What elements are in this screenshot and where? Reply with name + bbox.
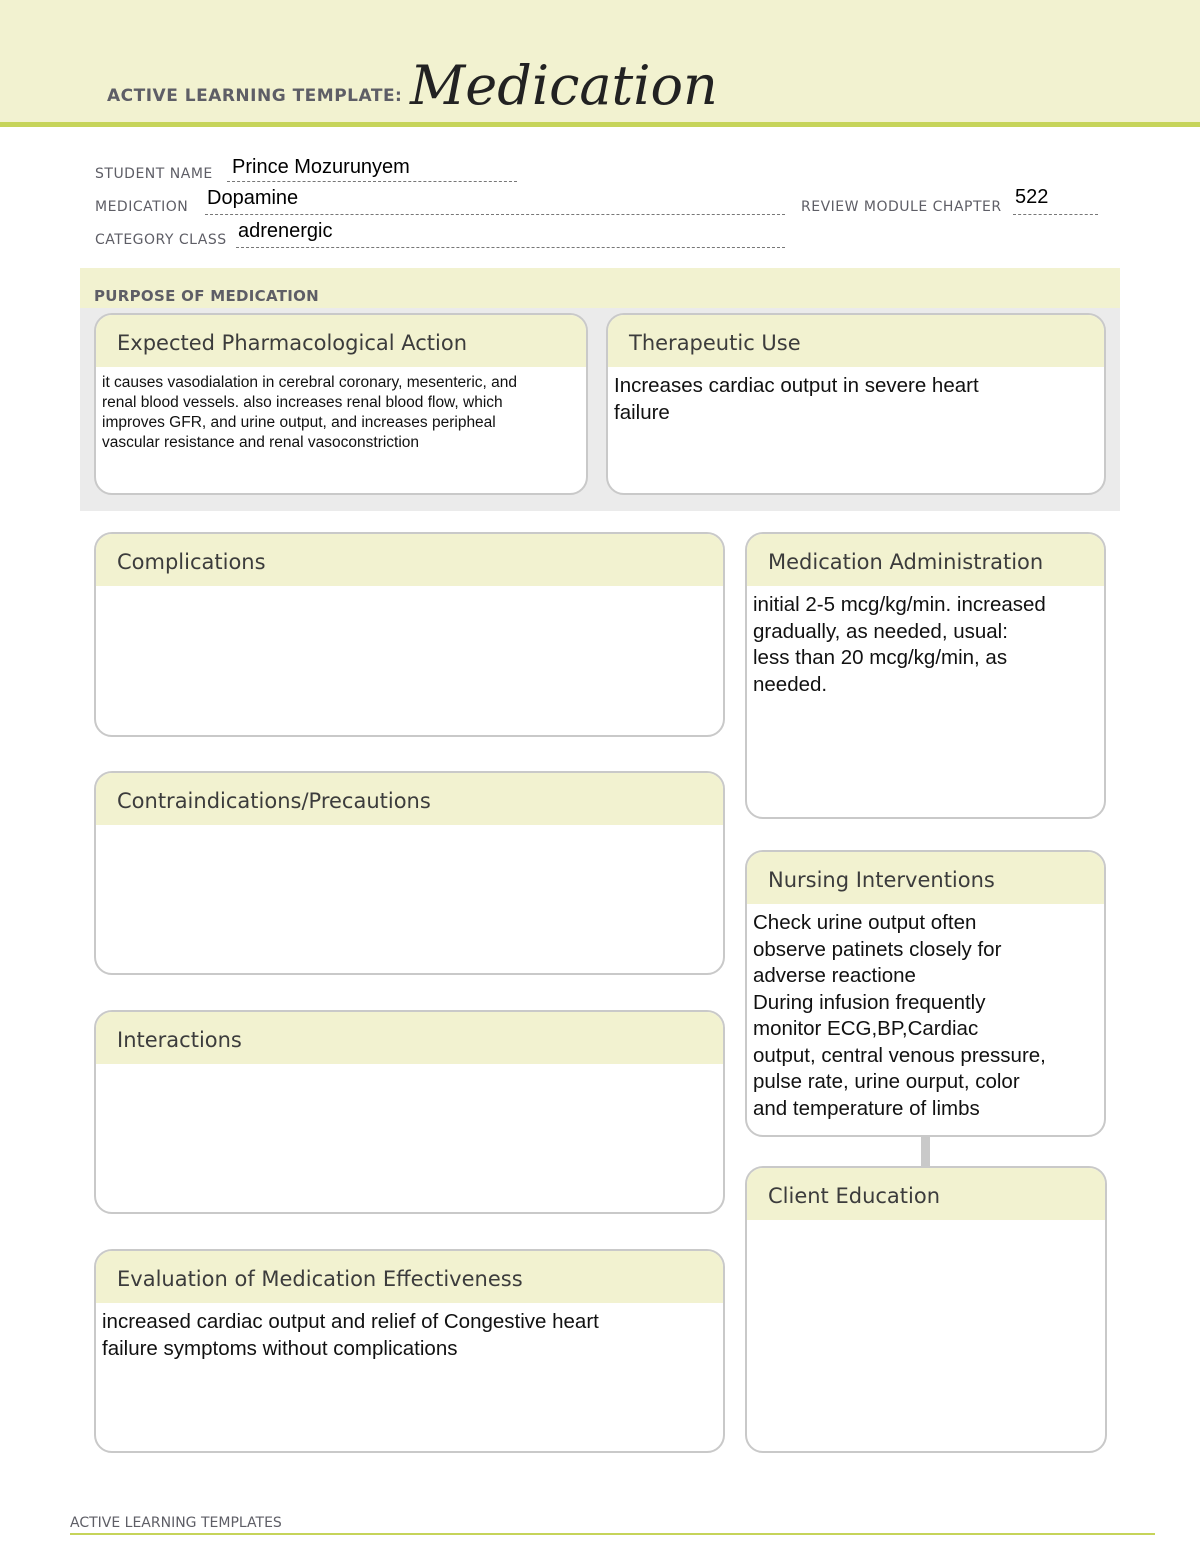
medication-field[interactable]: Dopamine xyxy=(207,187,299,209)
footer-text: ACTIVE LEARNING TEMPLATES xyxy=(70,1515,282,1531)
nursing-heading: Nursing Interventions xyxy=(747,852,1104,904)
contraindications-box xyxy=(94,771,725,975)
evaluation-heading: Evaluation of Medication Effectiveness xyxy=(96,1251,723,1303)
therapeutic-use-text[interactable]: Increases cardiac output in severe heart failure xyxy=(614,374,979,424)
header-rule xyxy=(0,122,1200,127)
administration-text[interactable]: initial 2-5 mcg/kg/min. increased gradually, as needed, usual: less than 20 mcg/kg/min, as needed. xyxy=(753,593,1046,696)
client-education-text[interactable] xyxy=(747,1220,1105,1226)
contraindications-heading: Contraindications/Precautions xyxy=(96,773,723,825)
connector-bar xyxy=(921,1136,930,1166)
therapeutic-use-box xyxy=(606,313,1106,495)
evaluation-box xyxy=(94,1249,725,1453)
contraindications-text[interactable] xyxy=(96,825,723,831)
purpose-title: PURPOSE OF MEDICATION xyxy=(94,287,320,305)
chapter-field[interactable]: 522 xyxy=(1015,186,1049,208)
student-name-field[interactable]: Prince Mozurunyem xyxy=(232,156,410,178)
category-field[interactable]: adrenergic xyxy=(238,220,333,242)
expected-action-text[interactable]: it causes vasodialation in cerebral coronary, mesenteric, and renal blood vessels. also increases renal blood flow, which improves GFR, and urine output, and increases peripheal vascular resistance and renal vasoconstriction xyxy=(102,374,517,451)
interactions-heading: Interactions xyxy=(96,1012,723,1064)
category-label: CATEGORY CLASS xyxy=(95,232,227,248)
administration-heading: Medication Administration xyxy=(747,534,1104,586)
nursing-box xyxy=(745,850,1106,1137)
administration-box xyxy=(745,532,1106,819)
interactions-text[interactable] xyxy=(96,1064,723,1070)
medication-label: MEDICATION xyxy=(95,199,189,215)
complications-box xyxy=(94,532,725,737)
template-label: ACTIVE LEARNING TEMPLATE: xyxy=(107,86,403,106)
client-education-box xyxy=(745,1166,1107,1453)
expected-action-heading: Expected Pharmacological Action xyxy=(96,315,586,367)
client-education-heading: Client Education xyxy=(747,1168,1105,1220)
page-title: Medication xyxy=(410,54,718,117)
complications-heading: Complications xyxy=(96,534,723,586)
evaluation-text[interactable]: increased cardiac output and relief of Congestive heart failure symptoms without complications xyxy=(102,1310,599,1360)
nursing-text[interactable]: Check urine output often observe patinets closely for adverse reactione During infusion frequently monitor ECG,BP,Cardiac output, central venous pressure, pulse rate, urine ourput, color and temperature of limbs xyxy=(753,911,1046,1120)
chapter-label: REVIEW MODULE CHAPTER xyxy=(801,199,1002,215)
therapeutic-use-heading: Therapeutic Use xyxy=(608,315,1104,367)
interactions-box xyxy=(94,1010,725,1214)
footer-rule xyxy=(70,1533,1155,1535)
student-name-label: STUDENT NAME xyxy=(95,166,213,182)
complications-text[interactable] xyxy=(96,586,723,592)
expected-action-box xyxy=(94,313,588,495)
